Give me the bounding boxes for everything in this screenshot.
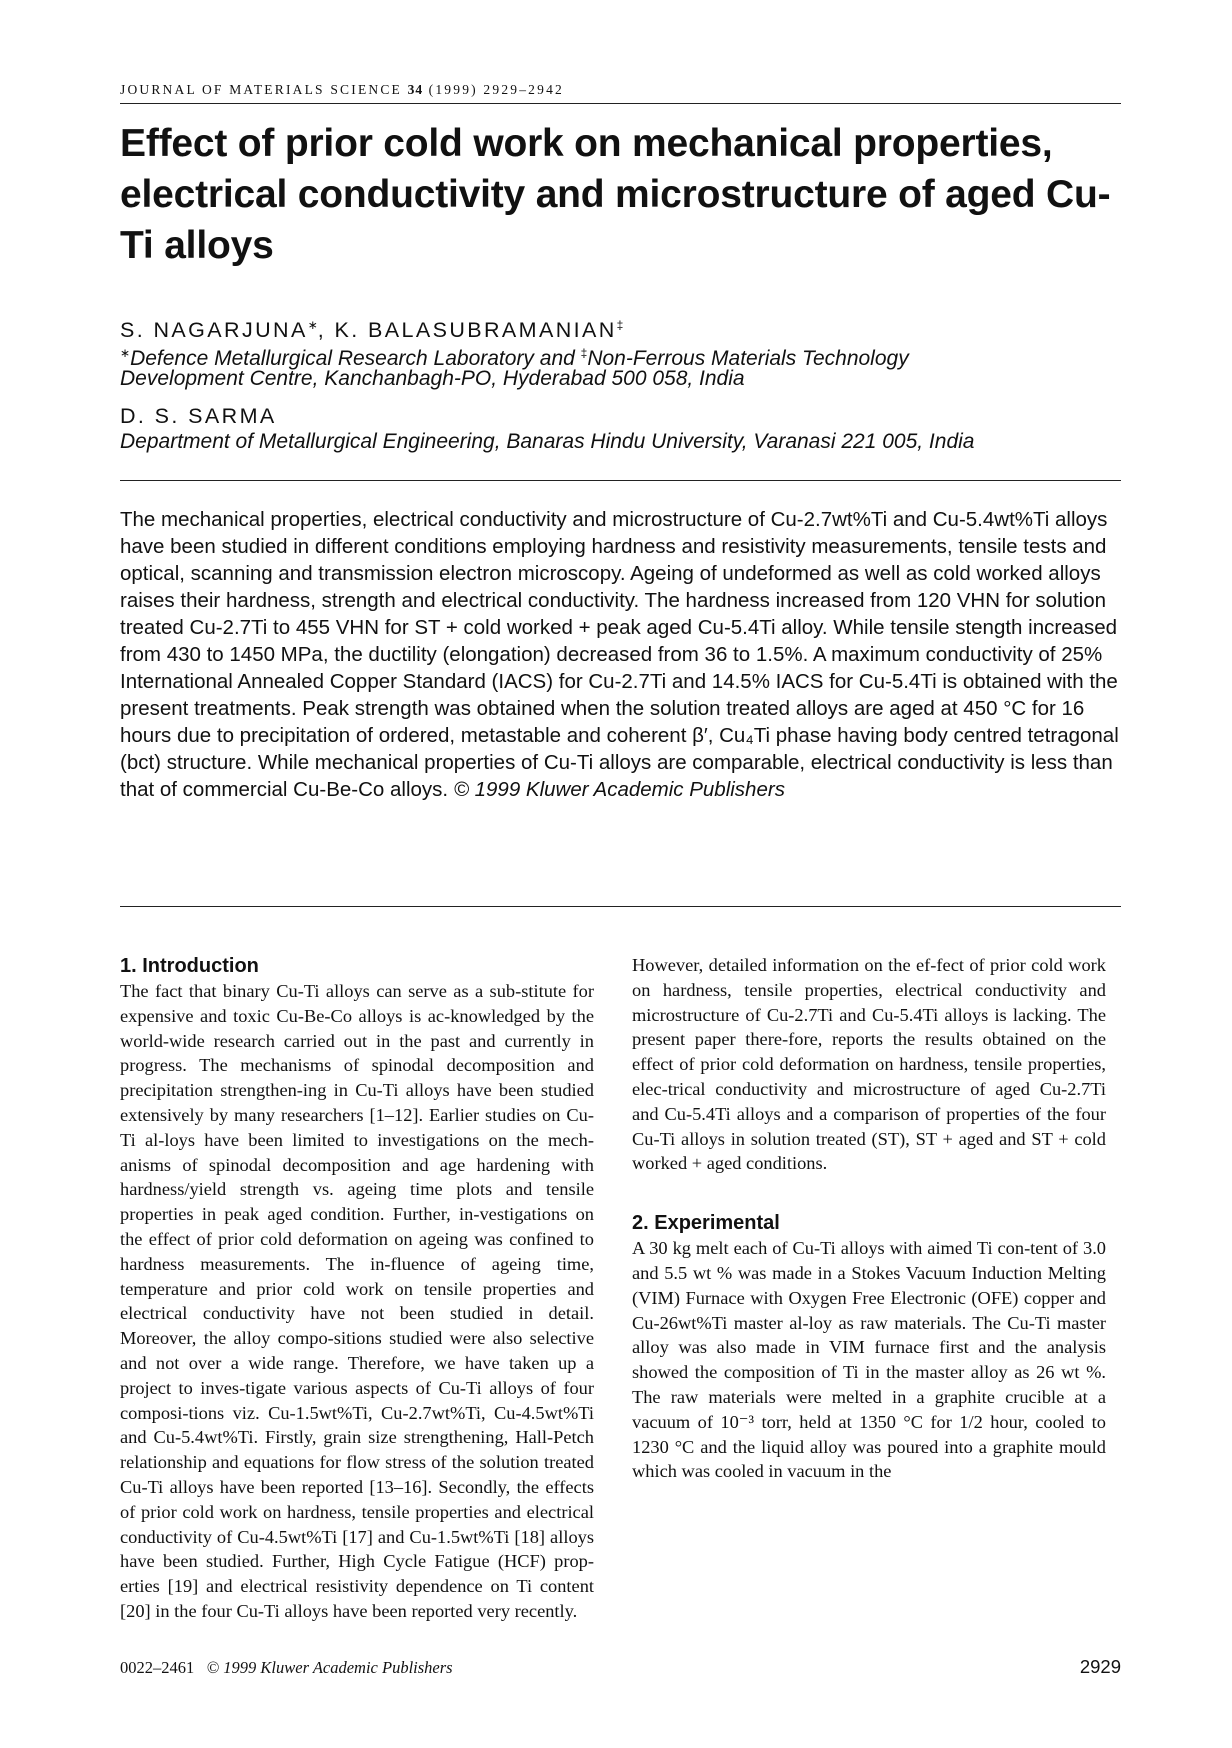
- footer-copyright: © 1999 Kluwer Academic Publishers: [206, 1658, 453, 1677]
- abstract-text: The mechanical properties, electrical conductivity and microstructure of Cu-2.7wt%Ti and Cu-5.4wt%Ti alloys have been studied in different conditions employing hardness and resistivity measurements, tensile tests and optical, scanning and transmission electron microscopy. Ageing of undeformed as well as cold worked alloys raises their hardness, strength and electrical conductivity. The hardness increased from 120 VHN for solution treated Cu-2.7Ti to 455 VHN for ST + cold worked + peak aged Cu-5.4Ti alloy. While tensile stength increased from 430 to 1450 MPa, the ductility (elongation) decreased from 36 to 1.5%. A maximum conductivity of 25% International Annealed Copper Standard (IACS) for Cu-2.7Ti and 14.5% IACS for Cu-5.4Ti is obtained with the present treatments. Peak strength was obtained when the solution treated alloys are aged at 450 °C for 16 hours due to precipitation of ordered, metastable and coherent β′, Cu₄Ti phase having body centred tetragonal (bct) structure. While mechanical properties of Cu-Ti alloys are comparable, electrical conductivity is less than that of commercial Cu-Be-Co alloys.: [120, 508, 1119, 801]
- journal-name: JOURNAL OF MATERIALS SCIENCE: [120, 82, 402, 97]
- affiliation-1-line-1: ∗Defence Metallurgical Research Laboratory and ‡Non-Ferrous Materials Technology: [120, 346, 909, 370]
- introduction-text-continued: However, detailed information on the ef-fect of prior cold work on hardness, tensile properties, electrical conductivity and microstructure of Cu-2.7Ti and Cu-5.4Ti alloys is lacking. The present paper there-fore, reports the results obtained on the effect of prior cold deformation on hardness, tensile properties, elec-trical conductivity and microstructure of aged Cu-2.7Ti and Cu-5.4Ti alloys and a comparison of properties of the four Cu-Ti alloys in solution treated (ST), ST + aged and ST + cold worked + aged conditions.: [632, 955, 1106, 1174]
- section-heading-introduction: 1. Introduction: [120, 955, 259, 977]
- affiliation-1-line-2: Development Centre, Kanchanbagh-PO, Hyderabad 500 058, India: [120, 367, 745, 390]
- right-column: [632, 953, 1106, 1484]
- header-rule: [120, 103, 1121, 104]
- abstract-bottom-rule: [120, 906, 1121, 907]
- footer-issn: 0022–2461: [120, 1658, 195, 1677]
- journal-year-pages: (1999) 2929–2942: [428, 82, 564, 97]
- introduction-text: The fact that binary Cu-Ti alloys can serve as a sub-stitute for expensive and toxic Cu-Be-Co alloys is ac-knowledged by the world-wide research carried out in the past and currently in progress. The mechanisms of spinodal decomposition and precipitation strengthen-ing in Cu-Ti alloys have been studied extensively by many researchers [1–12]. Earlier studies on Cu-Ti al-loys have been limited to investigations on the mech-anisms of spinodal decomposition and age hardening with hardness/yield strength vs. ageing time plots and tensile properties in peak aged condition. Further, in-vestigations on the effect of prior cold deformation on ageing was confined to hardness measurements. The in-fluence of ageing time, temperature and prior cold work on tensile properties and electrical conductivity have not been studied in detail. Moreover, the alloy compo-sitions studied were also selective and not over a wide range. Therefore, we have taken up a project to inves-tigate various aspects of Cu-Ti alloys of four composi-tions viz. Cu-1.5wt%Ti, Cu-2.7wt%Ti, Cu-4.5wt%Ti and Cu-5.4wt%Ti. Firstly, grain size strengthening, Hall-Petch relationship and equations for flow stress of the solution treated Cu-Ti alloys have been reported [13–16]. Secondly, the effects of prior cold work on hardness, tensile properties and electrical conductivity of Cu-4.5wt%Ti [17] and Cu-1.5wt%Ti [18] alloys have been studied. Further, High Cycle Fatigue (HCF) prop-erties [19] and electrical resistivity dependence on Ti content [20] in the four Cu-Ti alloys have been reported very recently.: [120, 981, 594, 1621]
- paper-title: Effect of prior cold work on mechanical properties, electrical conductivity and microstructure of aged Cu-Ti alloys: [120, 122, 1111, 267]
- abstract: [120, 506, 1120, 803]
- left-column: [120, 953, 594, 1624]
- section-heading-experimental: 2. Experimental: [632, 1212, 780, 1235]
- abstract-top-rule: [120, 480, 1121, 481]
- journal-header: [120, 82, 1120, 98]
- affiliation-2: Department of Metallurgical Engineering, Banaras Hindu University, Varanasi 221 005, India: [120, 430, 975, 453]
- page-number: 2929: [1079, 1656, 1121, 1677]
- author-names-2: D. S. SARMA: [120, 404, 277, 428]
- journal-volume: 34: [407, 82, 424, 97]
- abstract-copyright: © 1999 Kluwer Academic Publishers: [453, 778, 785, 801]
- footer-left: [120, 1658, 453, 1678]
- author-names-1: S. NAGARJUNA∗, K. BALASUBRAMANIAN‡: [120, 318, 624, 342]
- experimental-text: A 30 kg melt each of Cu-Ti alloys with aimed Ti con-tent of 3.0 and 5.5 wt % was made in a Stokes Vacuum Induction Melting (VIM) Furnace with Oxygen Free Electronic (OFE) copper and Cu-26wt%Ti master al-loy as raw materials. The Cu-Ti master alloy was also made in VIM furnace first and the analysis showed the composition of Ti in the master alloy as 26 wt %. The raw materials were melted in a graphite crucible at a vacuum of 10⁻³ torr, held at 1350 °C for 1/2 hour, cooled to 1230 °C and the liquid alloy was poured into a graphite mould which was cooled in vacuum in the: [632, 1238, 1106, 1482]
